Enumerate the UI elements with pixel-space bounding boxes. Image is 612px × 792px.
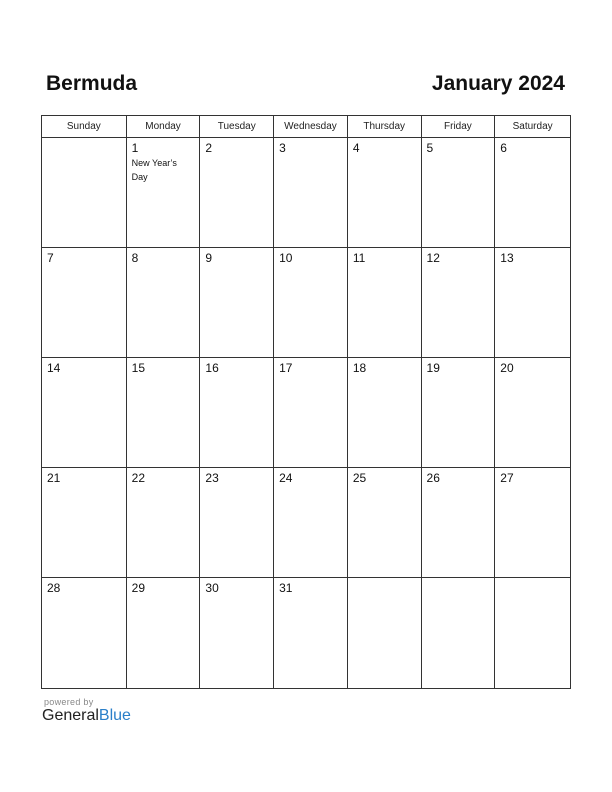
day-number: 27 — [500, 471, 514, 485]
day-cell — [348, 468, 422, 577]
day-cell — [495, 468, 570, 577]
day-number: 30 — [205, 581, 219, 595]
weekday-tuesday: Tuesday — [200, 116, 274, 137]
day-number: 7 — [47, 251, 54, 265]
day-cell — [127, 358, 201, 467]
brand-blue-text: Blue — [98, 707, 131, 724]
day-number: 22 — [131, 471, 146, 485]
day-number: 3 — [279, 141, 286, 155]
week-row-3 — [42, 358, 570, 468]
day-cell — [422, 578, 496, 688]
week-row-5 — [42, 578, 570, 688]
day-cell — [42, 138, 127, 247]
day-cell — [274, 578, 348, 688]
day-number: 1 — [131, 141, 139, 155]
day-cell — [422, 468, 496, 577]
day-cell — [127, 138, 201, 247]
day-cell — [422, 358, 496, 467]
day-cell — [348, 358, 422, 467]
week-row-4 — [42, 468, 570, 578]
day-number: 24 — [279, 471, 293, 485]
day-cell — [422, 138, 496, 247]
day-number: 26 — [426, 471, 440, 485]
day-cell — [274, 358, 348, 467]
day-number: 10 — [279, 251, 293, 265]
week-row-2 — [42, 248, 570, 358]
day-number: 5 — [426, 141, 434, 155]
day-number: 18 — [352, 361, 367, 375]
day-cell — [42, 468, 127, 577]
day-cell — [127, 468, 201, 577]
day-cell — [348, 248, 422, 357]
day-cell — [422, 248, 496, 357]
day-cell — [274, 138, 348, 247]
day-number: 15 — [131, 361, 146, 375]
day-cell — [495, 358, 570, 467]
day-number: 9 — [205, 251, 213, 265]
day-number: 16 — [205, 361, 219, 375]
weekday-header-row — [42, 116, 570, 138]
weekday-friday: Friday — [422, 116, 496, 137]
holiday-label: New Year’s Day — [131, 158, 177, 182]
day-number: 19 — [426, 361, 440, 375]
day-number: 14 — [47, 361, 61, 375]
day-cell — [42, 358, 127, 467]
day-number: 13 — [500, 251, 514, 265]
weekday-sunday: Sunday — [42, 116, 127, 137]
weekday-saturday: Saturday — [512, 121, 553, 132]
day-cell — [127, 578, 201, 688]
day-number: 17 — [279, 361, 293, 375]
day-cell — [127, 248, 201, 357]
weekday-wednesday: Wednesday — [274, 116, 348, 137]
day-number: 25 — [352, 471, 367, 485]
day-number: 20 — [500, 361, 514, 375]
country-title: Bermuda — [46, 72, 138, 95]
day-cell — [200, 578, 274, 688]
powered-by-text: powered by — [44, 697, 94, 707]
calendar-grid — [41, 115, 571, 689]
day-number: 23 — [205, 471, 219, 485]
day-number: 28 — [47, 581, 61, 595]
day-cell — [200, 468, 274, 577]
weekday-thursday: Thursday — [348, 116, 422, 137]
day-cell — [495, 138, 570, 247]
day-number: 8 — [131, 251, 139, 265]
footer — [42, 697, 131, 725]
weekday-monday: Monday — [127, 116, 201, 137]
day-number: 11 — [352, 251, 366, 265]
day-number: 4 — [352, 141, 360, 155]
week-row-1 — [42, 138, 570, 248]
day-cell — [200, 248, 274, 357]
day-cell — [495, 248, 570, 357]
day-cell — [42, 248, 127, 357]
day-cell — [274, 468, 348, 577]
day-cell — [495, 578, 570, 688]
day-cell — [274, 248, 348, 357]
day-number: 31 — [279, 581, 293, 595]
day-number: 29 — [131, 581, 146, 595]
generalblue-logo[interactable] — [42, 707, 131, 725]
day-number: 2 — [205, 141, 213, 155]
brand-general-text: General — [42, 707, 99, 724]
day-cell — [200, 138, 274, 247]
day-cell — [348, 138, 422, 247]
day-cell — [200, 358, 274, 467]
month-year-title: January 2024 — [431, 72, 565, 95]
day-cell — [348, 578, 422, 688]
day-cell — [42, 578, 127, 688]
day-number: 21 — [47, 471, 61, 485]
day-number: 6 — [500, 141, 507, 155]
day-number: 12 — [426, 251, 440, 265]
